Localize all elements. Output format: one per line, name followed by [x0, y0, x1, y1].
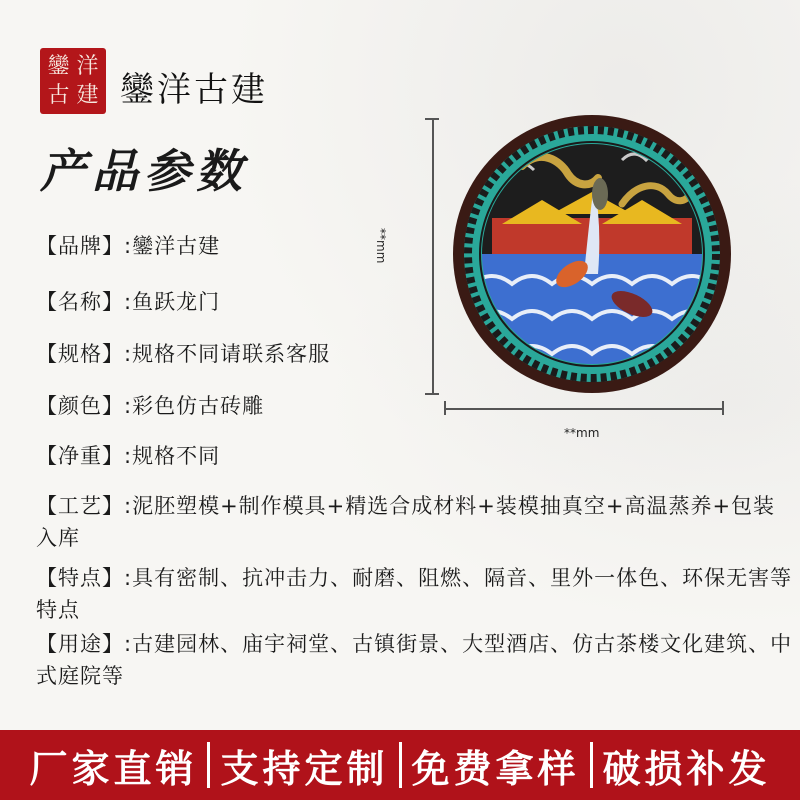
seal-char: 建: [76, 82, 99, 108]
width-dimension-tick: [444, 401, 446, 415]
spec-key: 【用途】: [36, 632, 124, 656]
height-dimension-tick: [425, 118, 439, 120]
footer-divider: [207, 742, 210, 788]
spec-row-color: [36, 390, 796, 422]
spec-value: :规格不同请联系客服: [124, 342, 331, 366]
footer-divider: [590, 742, 593, 788]
spec-row-process: [36, 490, 796, 554]
seal-char: 古: [47, 82, 70, 108]
spec-key: 【特点】: [36, 566, 124, 590]
seal-char: 洋: [76, 53, 99, 79]
spec-value: :彩色仿古砖雕: [124, 394, 265, 418]
height-dimension-label: **mm: [374, 228, 388, 264]
section-title: 产品参数: [40, 144, 248, 198]
spec-value: :具有密制、抗冲击力、耐磨、阻燃、隔音、里外一体色、环保无害等特点: [36, 566, 793, 622]
spec-value: :规格不同: [124, 444, 221, 468]
spec-key: 【颜色】: [36, 394, 124, 418]
footer-item-damage-replacement: 破损补发: [602, 746, 771, 791]
footer-item-free-sample: 免费拿样: [411, 746, 580, 791]
height-dimension-tick: [425, 393, 439, 395]
product-medallion-image: [452, 114, 732, 394]
spec-row-features: [36, 562, 796, 626]
footer-item-factory-direct: 厂家直销: [29, 746, 198, 791]
spec-value: :鑾洋古建: [124, 234, 221, 258]
width-dimension-line: [444, 408, 724, 410]
seal-char: 鑾: [47, 53, 70, 79]
spec-value: :古建园林、庙宇祠堂、古镇街景、大型酒店、仿古茶楼文化建筑、中式庭院等: [36, 632, 793, 688]
height-dimension-line: [432, 118, 434, 394]
footer-item-custom: 支持定制: [220, 746, 389, 791]
brand-name: 鑾洋古建: [120, 70, 268, 110]
leaping-carp: [592, 178, 608, 210]
spec-value: :鱼跃龙门: [124, 290, 221, 314]
width-dimension-tick: [722, 401, 724, 415]
spec-value: :泥胚塑模+制作模具+精选合成材料+装模抽真空+高温蒸养+包装入库: [36, 494, 776, 550]
footer-divider: [399, 742, 402, 788]
width-dimension-label: **mm: [564, 426, 600, 440]
brand-seal-logo: [40, 48, 106, 114]
spec-key: 【工艺】: [36, 494, 124, 518]
footer-banner: [0, 730, 800, 800]
spec-key: 【名称】: [36, 290, 124, 314]
spec-key: 【规格】: [36, 342, 124, 366]
spec-key: 【净重】: [36, 444, 124, 468]
spec-row-weight: [36, 440, 796, 472]
spec-row-usage: [36, 628, 796, 692]
spec-key: 【品牌】: [36, 234, 124, 258]
